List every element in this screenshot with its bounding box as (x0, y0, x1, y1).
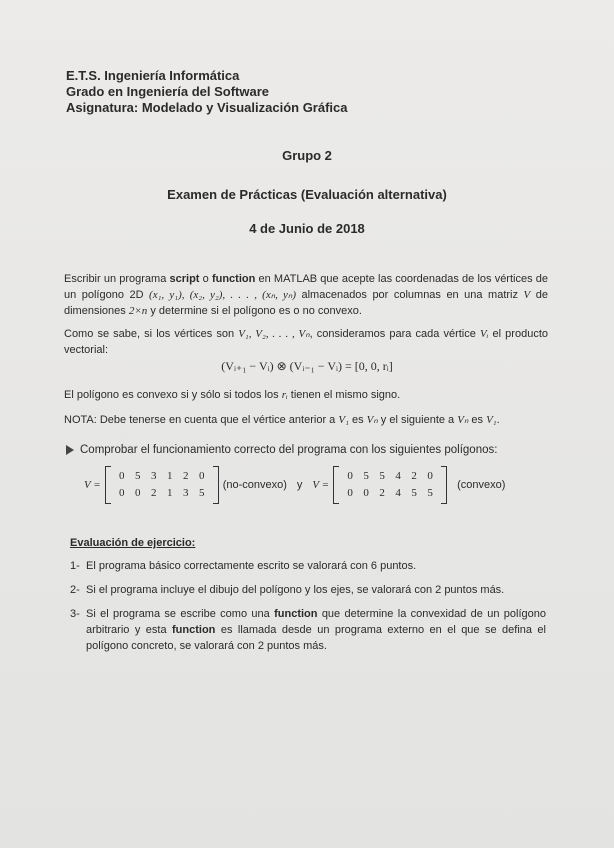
evaluation-item: 1- El programa básico correctamente escrito se valorará con 6 puntos. (70, 560, 417, 572)
note-paragraph: NOTA: Debe tenerse en cuenta que el vértice anterior a V₁ es Vₙ y el siguiente a Vₙ es V₁. (64, 414, 500, 426)
right-bracket-icon (213, 466, 219, 504)
check-instruction: Comprobar el funcionamiento correcto del programa con los siguientes polígonos: (66, 444, 497, 456)
evaluation-title: Evaluación de ejercicio: (70, 537, 196, 549)
matrix1-row2: 0 0 2 1 3 5 (118, 487, 205, 499)
matrix2-label: V = (312, 479, 330, 491)
evaluation-item: 2- Si el programa incluye el dibujo del polígono y los ejes, se valorará con 2 puntos más. (70, 584, 505, 596)
group-title: Grupo 2 (282, 148, 332, 163)
cross-product-formula: (Vᵢ₊₁ − Vᵢ) ⊗ (Vᵢ₋₁ − Vᵢ) = [0, 0, rᵢ] (221, 359, 393, 373)
statement-paragraph: Escribir un programa script o function en MATLAB que acepte las coordenadas de los vértices de un polígono 2D (x₁, y₁), (x₂, y₂), . . . , (xₙ, yₙ) almacenados por columnas en una matriz V de dimensiones 2×n y determine si el polígono es o no convexo. (64, 273, 548, 317)
matrix-connector: y (296, 479, 303, 491)
keyword-function: function (211, 273, 256, 285)
matrix1-label: V = (84, 479, 101, 491)
dimension-expression: 2×n (128, 305, 148, 317)
document-header (66, 68, 348, 116)
evaluation-item: 3- Si el programa se escribe como una function que determine la convexidad de un polígono arbitrario y esta function es llamada desde un programa externo en el que se defina el polígono concreto, se valorará con 2 puntos más. (70, 608, 546, 652)
school-name: E.T.S. Ingeniería Informática (66, 68, 240, 83)
matrix1-caption: (no-convexo) (222, 479, 287, 491)
test-matrices (84, 466, 505, 504)
matrix2 (333, 466, 447, 504)
coords-expression: (x₁, y₁), (x₂, y₂), . . . , (xₙ, yₙ) (149, 289, 296, 301)
subject-name: Asignatura: Modelado y Visualización Gráfica (66, 100, 348, 115)
right-bracket-icon (441, 466, 447, 504)
keyword-script: script (169, 273, 200, 285)
matrix1 (105, 466, 219, 504)
matrix1-row1: 0 5 3 1 2 0 (118, 470, 205, 482)
cross-product-paragraph: Como se sabe, si los vértices son V₁, V₂, . . . , Vₙ, consideramos para cada vértice Vᵢ el producto vectorial: (64, 328, 548, 356)
matrix2-row2: 0 0 2 4 5 5 (347, 487, 433, 499)
matrix2-row1: 0 5 5 4 2 0 (347, 470, 433, 482)
matrix-symbol: V (523, 289, 531, 301)
exam-date: 4 de Junio de 2018 (249, 221, 365, 236)
matrix2-caption: (convexo) (457, 479, 506, 491)
degree-name: Grado en Ingeniería del Software (66, 84, 269, 99)
convexity-condition: El polígono es convexo si y sólo si todos los rᵢ tienen el mismo signo. (64, 389, 401, 401)
triangle-bullet-icon (66, 445, 74, 455)
exam-title: Examen de Prácticas (Evaluación alternativa) (167, 187, 447, 202)
